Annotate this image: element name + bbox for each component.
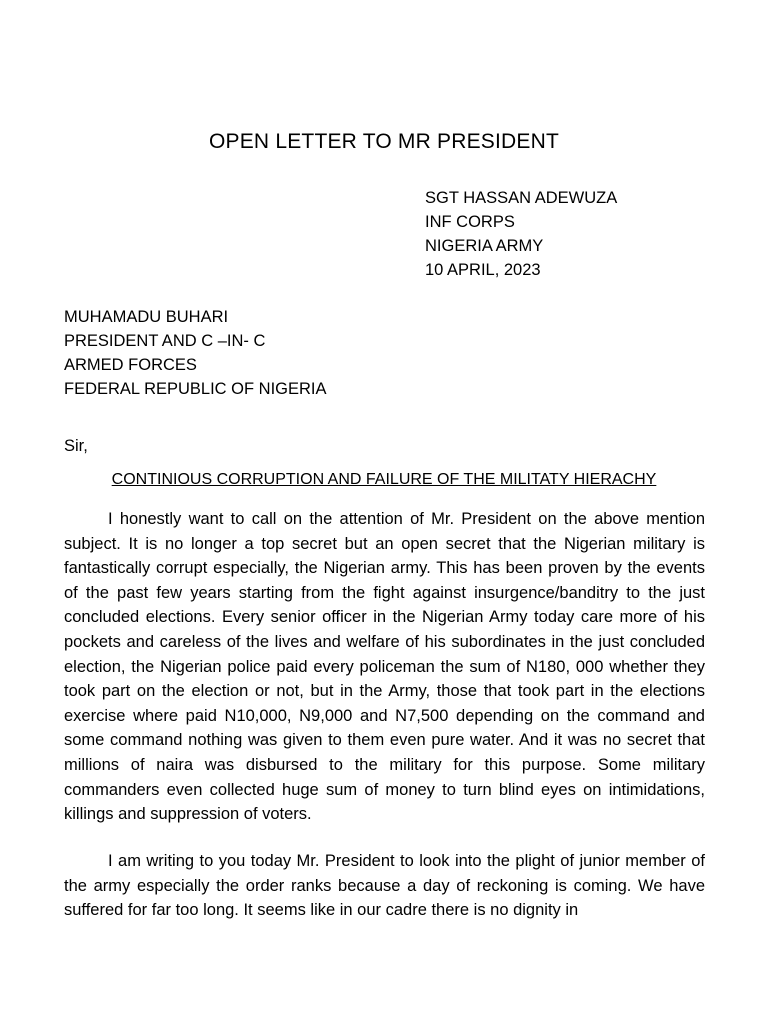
body-paragraph-2: I am writing to you today Mr. President to look into the plight of junior member of the army especially the order ranks because a day of reckoning is coming. We have suffered for far too long. It seems like in our cadre there is no dignity in (64, 852, 705, 920)
sender-unit: INF CORPS (425, 213, 515, 231)
recipient-name: MUHAMADU BUHARI (64, 308, 229, 326)
body-paragraph-1: I honestly want to call on the attention of Mr. President on the above mention subject. It is no longer a top secret but an open secret that the Nigerian military is fantastically corrupt especially, the Nigerian army. This has been proven by the events of the past few years starting from the fight against insurgence/banditry to the just concluded elections. Every senior officer in the Nigerian Army today care more of his pockets and careless of the lives and welfare of his subordinates in the just concluded election, the Nigerian police paid every policeman the sum of N180, 000 whether they took part on the election or not, but in the Army, those that took part in the elections exercise where paid N10,000, N9,000 and N7,500 depending on the command and some command nothing was given to them even pure water. And it was no secret that millions of naira was disbursed to the military for this purpose. Some military commanders even collected huge sum of money to turn blind eyes on intimidations, killings and suppression of voters. (64, 510, 705, 824)
recipient-block (64, 305, 327, 401)
sender-service: NIGERIA ARMY (425, 237, 544, 255)
salutation: Sir, (64, 437, 88, 455)
recipient-org: ARMED FORCES (64, 356, 197, 374)
sender-block (425, 186, 617, 282)
letter-title: OPEN LETTER TO MR PRESIDENT (208, 130, 559, 153)
recipient-title: PRESIDENT AND C –IN- C (64, 332, 266, 350)
subject-line: CONTINIOUS CORRUPTION AND FAILURE OF THE MILITATY HIERACHY (111, 471, 657, 488)
letter-date: 10 APRIL, 2023 (425, 261, 541, 279)
sender-name: SGT HASSAN ADEWUZA (425, 189, 618, 207)
recipient-country: FEDERAL REPUBLIC OF NIGERIA (64, 380, 327, 398)
